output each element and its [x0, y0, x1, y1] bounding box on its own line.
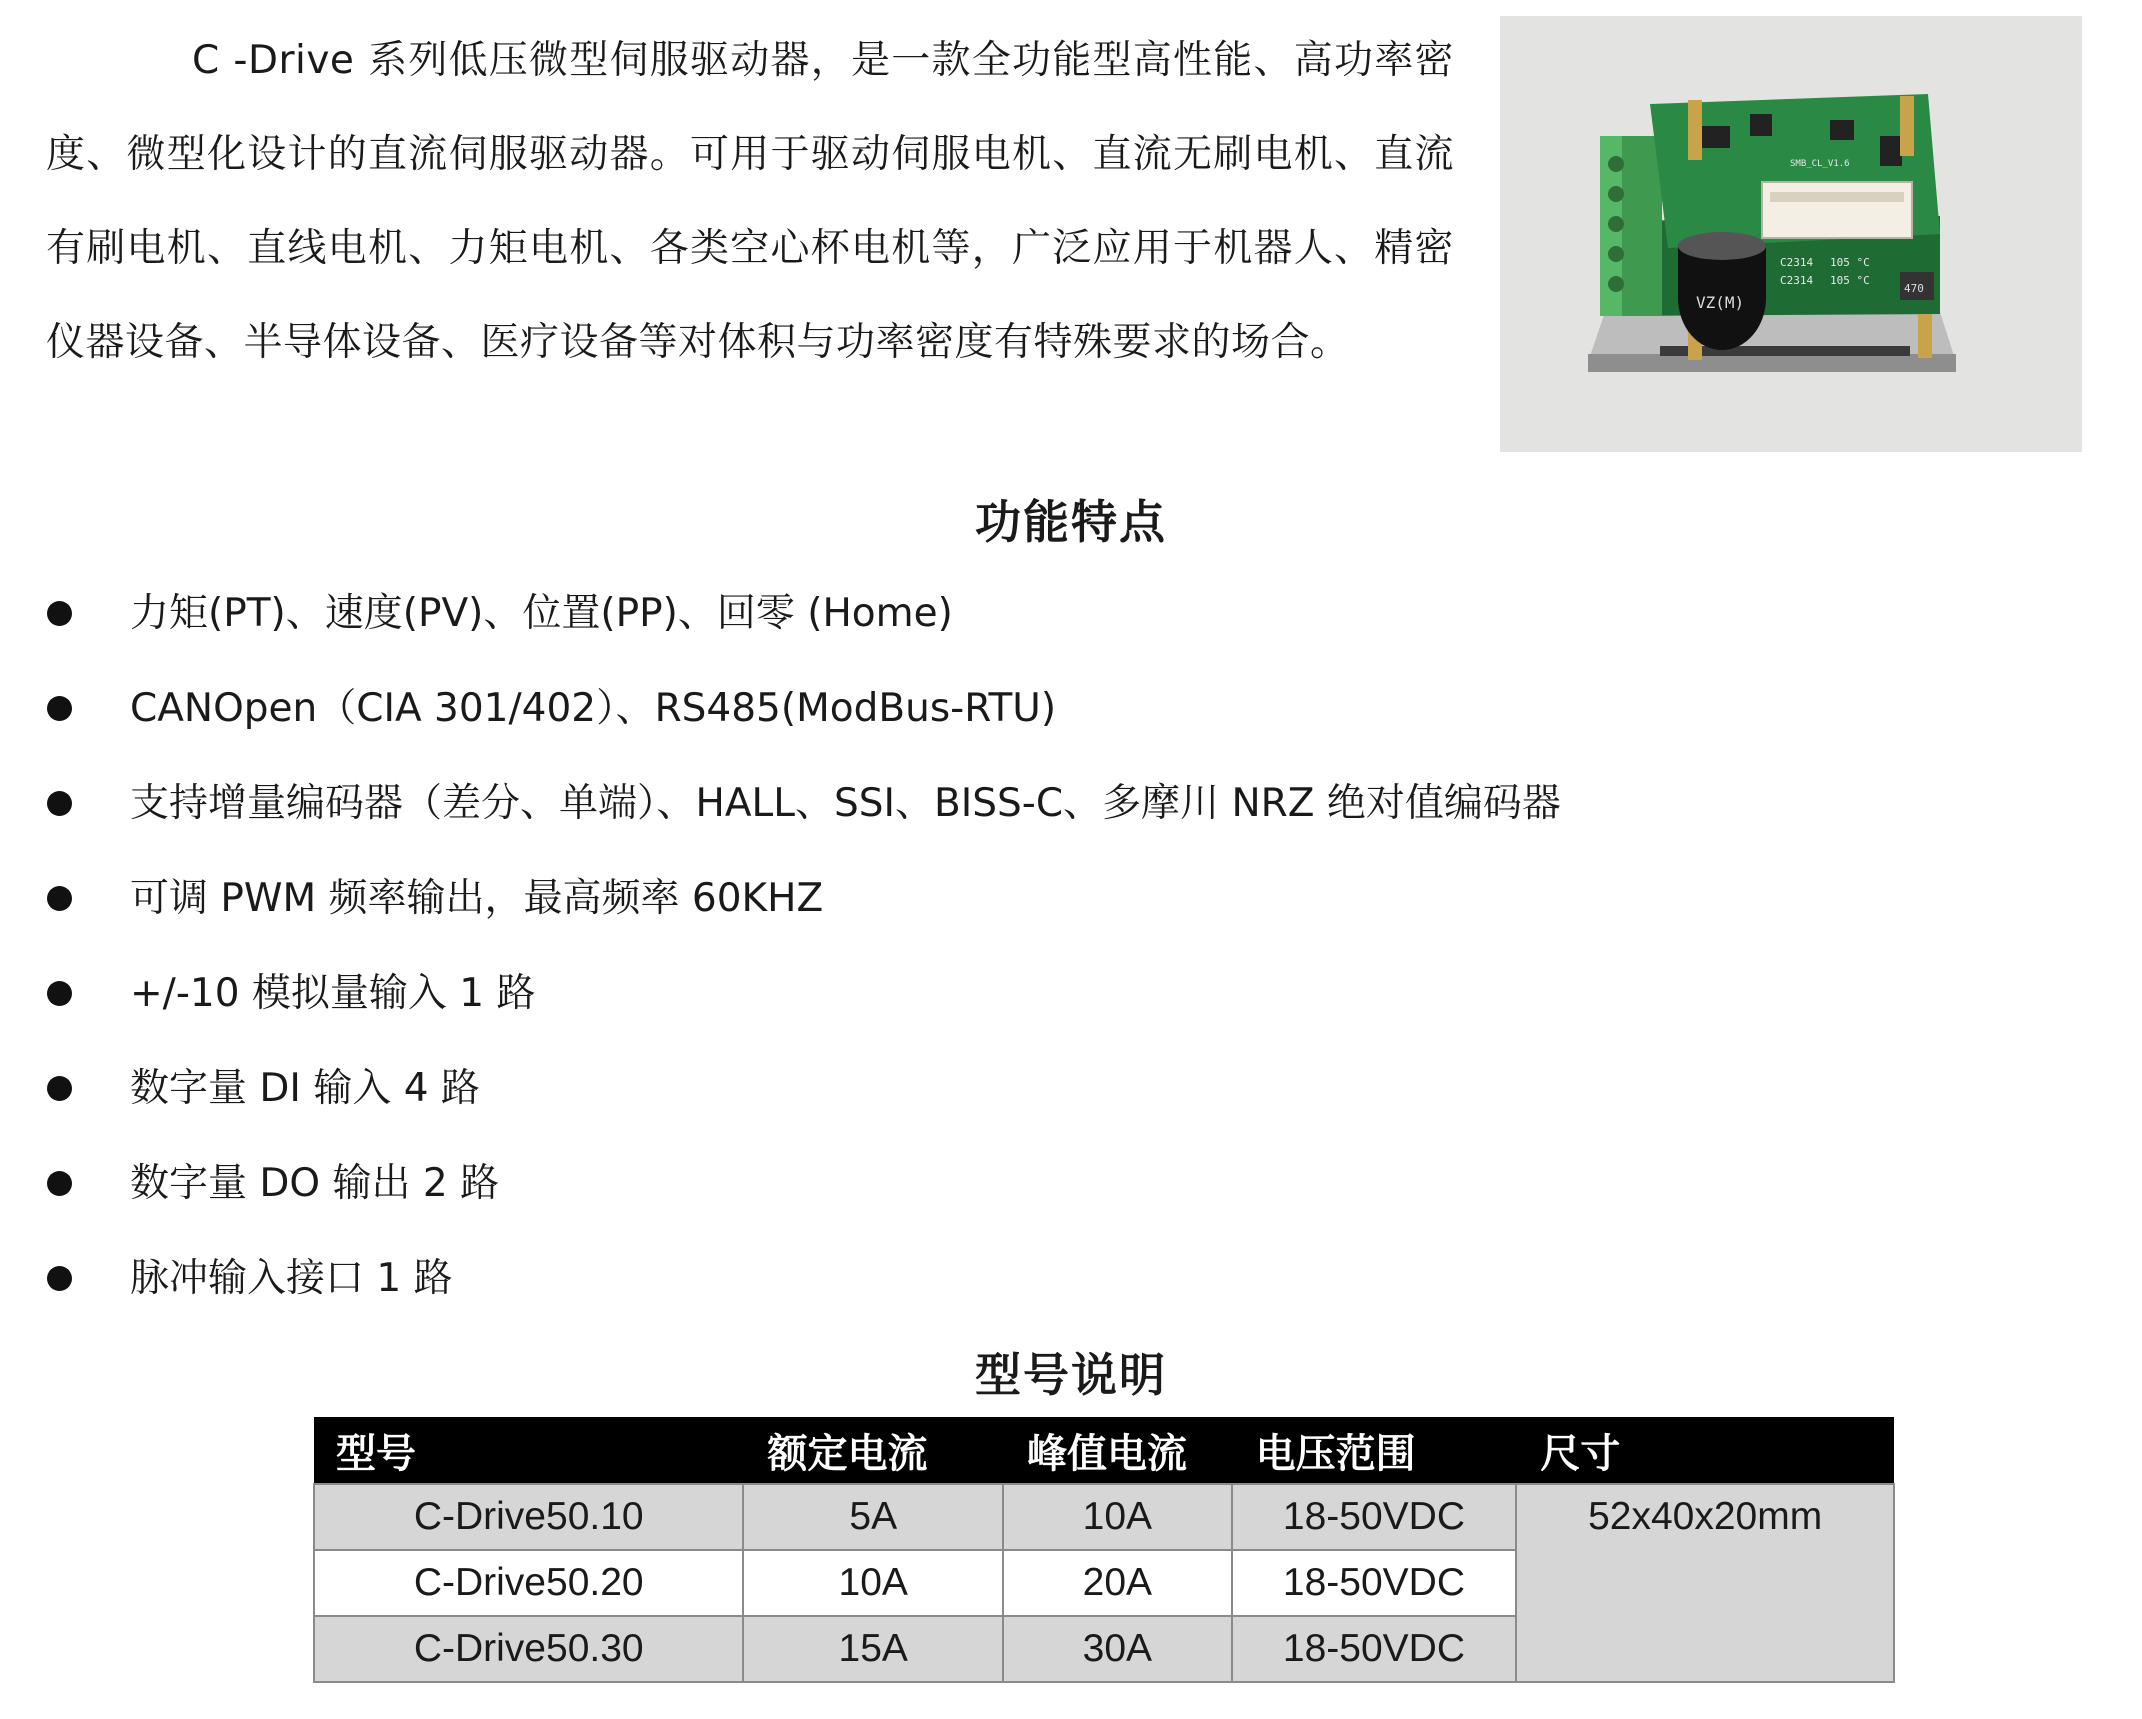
cell-rated-current: 5A: [743, 1484, 1003, 1550]
models-title: 型号说明: [975, 1348, 1167, 1402]
bullet-icon: [47, 791, 72, 816]
header-voltage-range: 电压范围: [1232, 1417, 1517, 1484]
header-rated-current: 额定电流: [743, 1417, 1003, 1484]
board-marking: SMB_CL_V1.6: [1790, 159, 1850, 169]
cell-model: C-Drive50.20: [314, 1550, 743, 1616]
bullet-icon: [47, 981, 72, 1006]
bullet-icon: [47, 1171, 72, 1196]
bullet-icon: [47, 696, 72, 721]
smd-label: C2314: [1780, 256, 1814, 269]
feature-text: 可调 PWM 频率输出，最高频率 60KHZ: [130, 876, 824, 921]
servo-drive-board-image: [1500, 16, 2082, 452]
bullet-icon: [47, 601, 72, 626]
cell-model: C-Drive50.10: [314, 1484, 743, 1550]
feature-text: CANOpen（CIA 301/402）、RS485(ModBus-RTU): [130, 686, 1057, 731]
bullet-icon: [47, 1266, 72, 1291]
header-peak-current: 峰值电流: [1003, 1417, 1232, 1484]
bullet-icon: [47, 886, 72, 911]
model-table: [313, 1417, 1895, 1683]
table-row: [314, 1484, 1894, 1550]
cell-voltage-range: 18-50VDC: [1232, 1616, 1517, 1682]
cell-rated-current: 15A: [743, 1616, 1003, 1682]
feature-text: 支持增量编码器（差分、单端）、HALL、SSI、BISS-C、多摩川 NRZ 绝对值编码器: [130, 781, 1561, 826]
header-model: 型号: [314, 1417, 743, 1484]
cell-peak-current: 10A: [1003, 1484, 1232, 1550]
cell-size: 52x40x20mm: [1516, 1484, 1894, 1682]
smd-label: 105 °C: [1830, 274, 1870, 287]
smd-label: C2314: [1780, 274, 1814, 287]
table-header-row: [314, 1417, 1894, 1484]
smd-label: 105 °C: [1830, 256, 1870, 269]
feature-text: 脉冲输入接口 1 路: [130, 1256, 453, 1301]
feature-text: +/-10 模拟量输入 1 路: [130, 971, 536, 1016]
cell-rated-current: 10A: [743, 1550, 1003, 1616]
header-size: 尺寸: [1516, 1417, 1894, 1484]
cell-peak-current: 20A: [1003, 1550, 1232, 1616]
cell-peak-current: 30A: [1003, 1616, 1232, 1682]
features-title: 功能特点: [975, 495, 1167, 549]
cell-model: C-Drive50.30: [314, 1616, 743, 1682]
feature-text: 数字量 DI 输入 4 路: [130, 1066, 480, 1111]
product-photo: [1500, 16, 2082, 452]
cell-voltage-range: 18-50VDC: [1232, 1484, 1517, 1550]
cell-voltage-range: 18-50VDC: [1232, 1550, 1517, 1616]
bullet-icon: [47, 1076, 72, 1101]
feature-text: 数字量 DO 输出 2 路: [130, 1161, 500, 1206]
feature-text: 力矩(PT)、速度(PV)、位置(PP)、回零 (Home): [130, 591, 953, 636]
capacitor-label: VZ(M): [1696, 293, 1745, 312]
intro-paragraph: C -Drive 系列低压微型伺服驱动器，是一款全功能型高性能、高功率密度、微型化设计的直流伺服驱动器。可用于驱动伺服电机、直流无刷电机、直流有刷电机、直线电机、力矩电机、各类空心杯电机等，广泛应用于机器人、精密仪器设备、半导体设备、医疗设备等对体积与功率密度有特殊要求的场合。: [46, 38, 1454, 365]
inductor-label: 470: [1904, 282, 1924, 295]
